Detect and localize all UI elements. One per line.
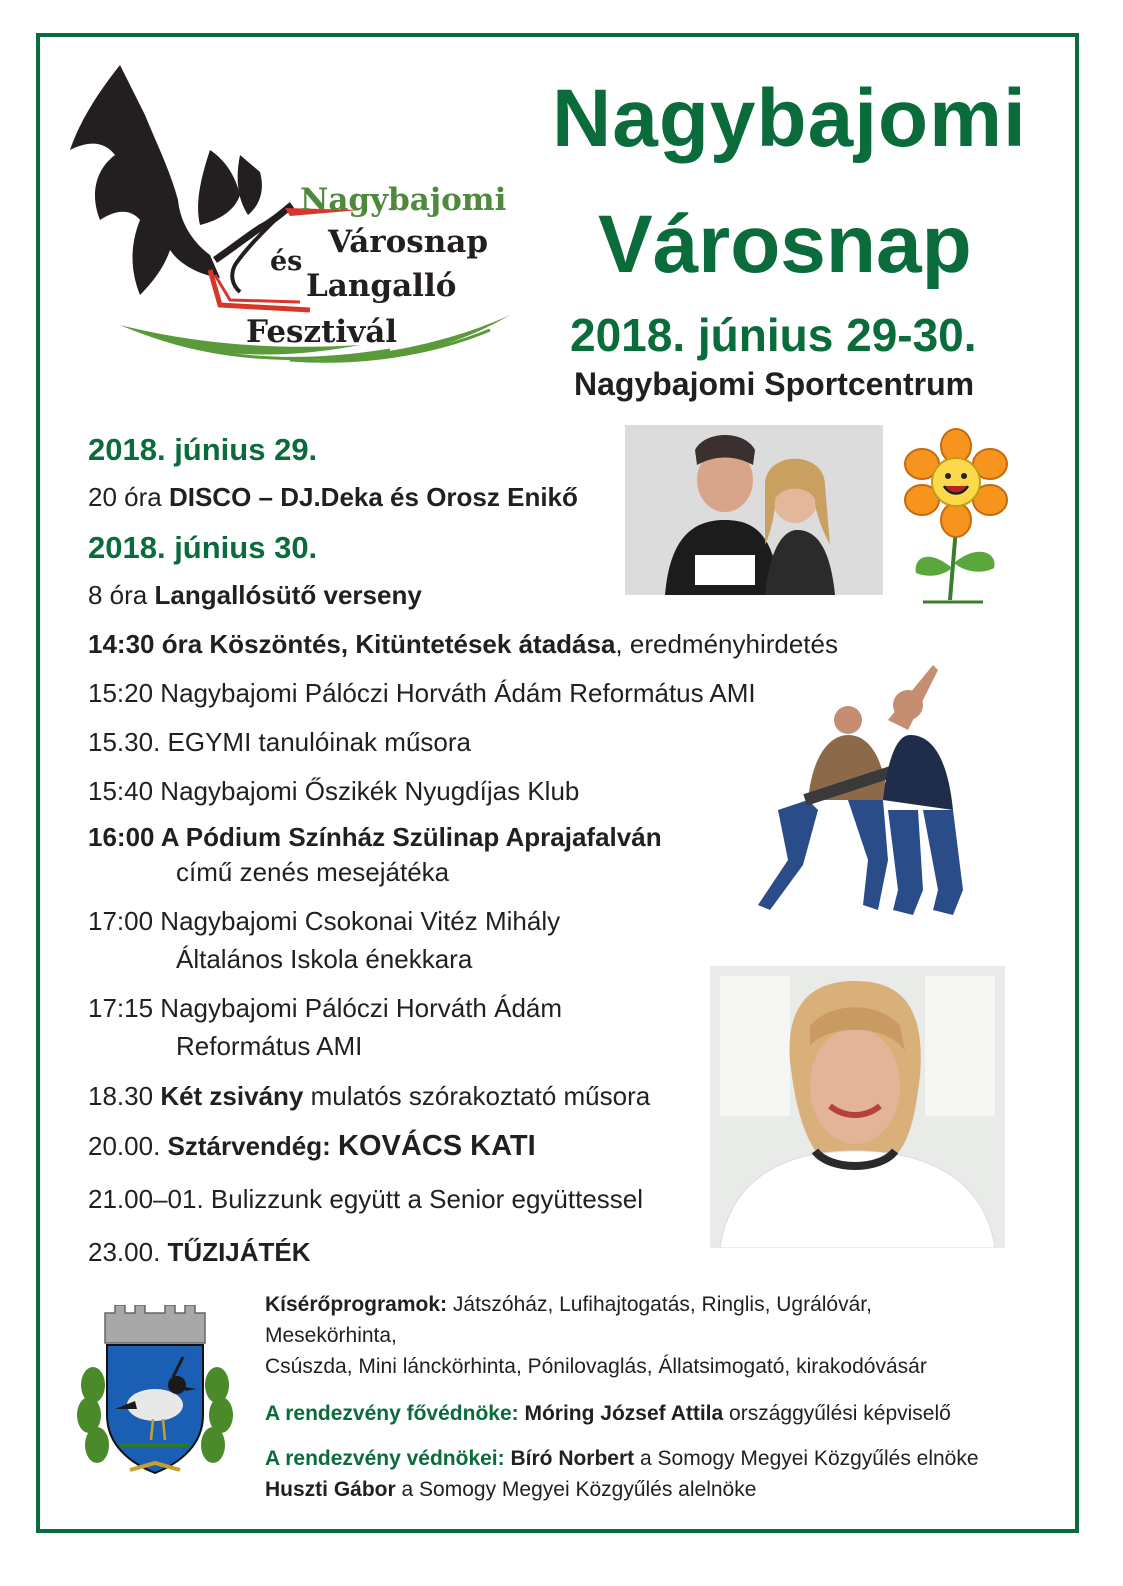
program-item-continued: Általános Iskola énekkara xyxy=(176,944,473,974)
program-item: 15.30. EGYMI tanulóinak műsora xyxy=(88,727,471,757)
side-programs-continued: Csúszda, Mini lánckörhinta, Pónilovaglás, Állatsimogató, kirakodóvásár xyxy=(265,1355,927,1378)
program-item-continued: Református AMI xyxy=(176,1031,363,1061)
program-item: 21.00–01. Bulizzunk együtt a Senior együttessel xyxy=(88,1184,644,1214)
kovacs-kati-photo xyxy=(710,966,1005,1248)
program-item: 20.00. Sztárvendég: KOVÁCS KATI xyxy=(88,1130,536,1162)
coat-of-arms xyxy=(75,1305,235,1480)
event-dates: 2018. június 29-30. xyxy=(570,309,977,361)
senior-band-photo xyxy=(748,660,978,925)
patrons-continued: Huszti Gábor a Somogy Megyei Közgyűlés alelnöke xyxy=(265,1478,757,1501)
logo-line-2: Városnap xyxy=(328,224,489,260)
day2-heading: 2018. június 30. xyxy=(88,530,318,565)
program-item: 16:00 A Pódium Színház Szülinap Aprajafalván xyxy=(88,822,662,852)
logo-line-4: Langalló xyxy=(306,268,457,304)
program-item-continued: című zenés mesejátéka xyxy=(176,857,450,887)
side-programs-continued: Mesekörhinta, xyxy=(265,1324,397,1347)
program-item: 23.00. TŰZIJÁTÉK xyxy=(88,1237,311,1267)
program-item: 15:40 Nagybajomi Őszikék Nyugdíjas Klub xyxy=(88,776,580,806)
day1-heading: 2018. június 29. xyxy=(88,432,318,467)
dj-duo-photo xyxy=(625,425,883,595)
program-item: 15:20 Nagybajomi Pálóczi Horváth Ádám Református AMI xyxy=(88,678,756,708)
program-item: 20 óra DISCO – DJ.Deka és Orosz Enikő xyxy=(88,482,578,512)
main-patron: A rendezvény fővédnöke: Móring József Attila országgyűlési képviselő xyxy=(265,1402,951,1425)
program-item: 14:30 óra Köszöntés, Kitüntetések átadása, eredményhirdetés xyxy=(88,629,838,659)
event-venue: Nagybajomi Sportcentrum xyxy=(574,366,975,402)
logo-line-1: Nagybajomi xyxy=(300,182,507,218)
program-item: 18.30 Két zsivány mulatós szórakoztató műsora xyxy=(88,1081,651,1111)
side-programs: Kísérőprogramok: Játszóház, Lufihajtogatás, Ringlis, Ugrálóvár, xyxy=(265,1293,872,1316)
title-line-1: Nagybajomi xyxy=(552,73,1027,164)
logo-line-3: és xyxy=(270,246,303,277)
flower-illustration xyxy=(898,428,1016,606)
program-item: 17:00 Nagybajomi Csokonai Vitéz Mihály xyxy=(88,906,561,936)
festival-logo xyxy=(60,60,530,390)
program-item: 8 óra Langallósütő verseny xyxy=(88,580,422,610)
program-item: 17:15 Nagybajomi Pálóczi Horváth Ádám xyxy=(88,993,563,1023)
patrons: A rendezvény védnökei: Bíró Norbert a Somogy Megyei Közgyűlés elnöke xyxy=(265,1447,979,1470)
title-line-2: Városnap xyxy=(598,199,972,290)
logo-line-5: Fesztivál xyxy=(246,314,398,350)
